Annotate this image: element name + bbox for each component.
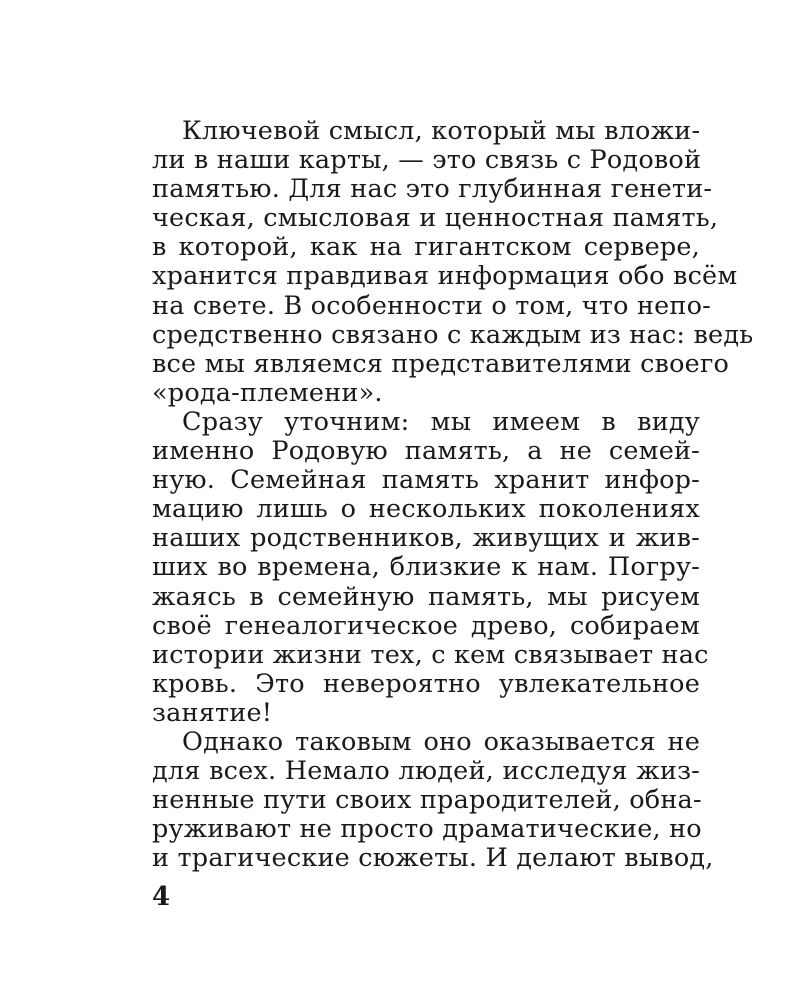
text-line: жаясь в семейную память, мы рисуем — [152, 581, 700, 612]
text-line: средственно связано с каждым из нас: ведь — [152, 319, 754, 350]
text-line: Однако таковым оно оказывается не — [182, 726, 700, 757]
text-line: «рода-племени». — [152, 377, 383, 408]
text-line: памятью. Для нас это глубинная генети- — [152, 174, 713, 205]
text-line: ненные пути своих прародителей, обна- — [152, 785, 702, 816]
text-line: истории жизни тех, с кем связывает нас — [152, 639, 709, 670]
text-line: именно Родовую память, а не семей- — [152, 436, 700, 467]
text-line: мацию лишь о нескольких поколениях — [152, 494, 700, 525]
text-line: ли в наши карты, — это связь с Родовой — [152, 145, 702, 176]
text-line: ших во времена, близкие к нам. Погру- — [152, 552, 700, 583]
text-line: кровь. Это невероятно увлекательное — [152, 668, 700, 699]
text-line: Ключевой смысл, который мы вложи- — [182, 116, 701, 146]
text-line: на свете. В особенности о том, что непо- — [152, 290, 711, 321]
text-line: все мы являемся представителями своего — [152, 348, 730, 379]
paragraph-3 — [152, 726, 714, 874]
text-line: в которой, как на гигантском сервере, — [152, 232, 700, 263]
text-line: своё генеалогическое древо, собираем — [152, 610, 700, 641]
text-line: и трагические сюжеты. И делают вывод, — [152, 843, 714, 874]
text-line: ческая, смысловая и ценностная память, — [152, 203, 719, 234]
text-line: наших родственников, живущих и жив- — [152, 523, 700, 554]
paragraph-2 — [152, 406, 709, 728]
body-text — [152, 116, 754, 874]
text-line: ную. Семейная память хранит инфор- — [152, 465, 700, 496]
text-line: занятие! — [152, 697, 273, 728]
text-line: для всех. Немало людей, исследуя жиз- — [152, 756, 700, 787]
page-number: 4 — [152, 882, 171, 912]
paragraph-1 — [152, 116, 754, 408]
text-line: Сразу уточним: мы имеем в виду — [182, 406, 700, 437]
text-line: руживают не просто драматические, но — [152, 814, 702, 845]
text-line: хранится правдивая информация обо всём — [152, 261, 738, 292]
